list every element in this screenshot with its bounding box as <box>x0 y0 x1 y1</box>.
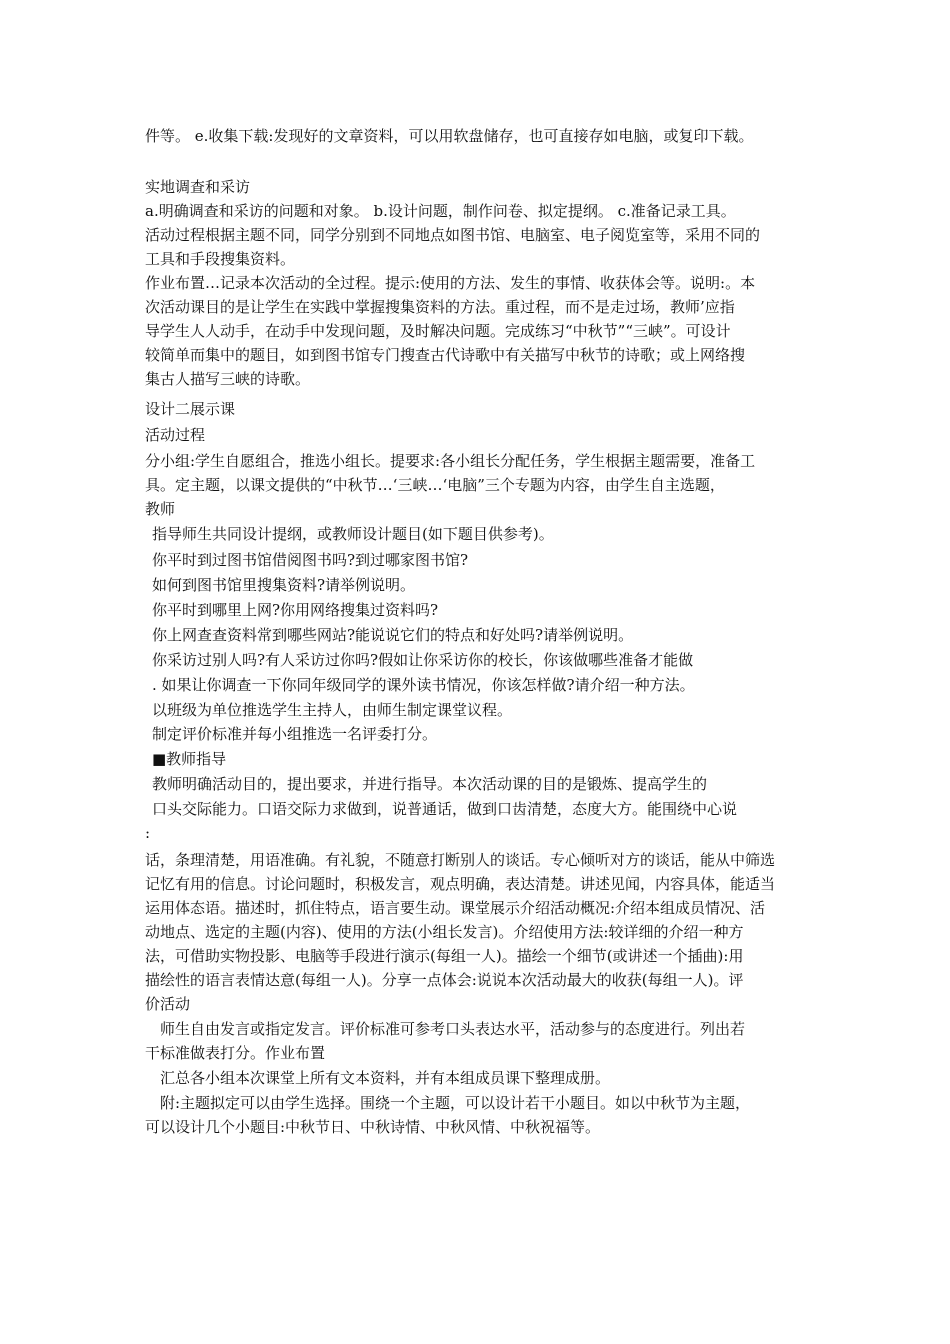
text-line: 干标准做表打分。作业布置 <box>145 1044 326 1062</box>
section-heading: ■教师指导 <box>152 750 227 768</box>
text-line: : <box>145 824 151 842</box>
list-item: 如何到图书馆里搜集资料?请举例说明。 <box>152 576 416 594</box>
text-line: 法，可借助实物投影、电脑等手段进行演示(每组一人)。描绘一个细节(或讲述一个插曲):用 <box>145 947 744 965</box>
text-line: 话，条理清楚，用语准确。有礼貌，不随意打断别人的谈话。专心倾听对方的谈话，能从中筛选 <box>145 851 776 869</box>
section-heading: 活动过程 <box>145 426 206 444</box>
list-item: . 如果让你调查一下你同年级同学的课外读书情况，你该怎样做?请介绍一种方法。 <box>152 676 695 694</box>
text-line: 件等。 e.收集下载:发现好的文章资料，可以用软盘储存，也可直接存如电脑，或复印下载。 <box>145 127 754 145</box>
text-line: 指导师生共同设计提纲，或教师设计题目(如下题目供参考)。 <box>152 525 554 543</box>
list-item: 你上网查查资料常到哪些网站?能说说它们的特点和好处吗?请举例说明。 <box>152 626 634 644</box>
text-line: a.明确调查和采访的问题和对象。 b.设计问题，制作问卷、拟定提纲。 c.准备记录工具。 <box>145 202 736 220</box>
text-line: 教师 <box>145 500 176 518</box>
text-line: 以班级为单位推选学生主持人，由师生制定课堂议程。 <box>152 701 513 719</box>
text-line: 附:主题拟定可以由学生选择。围绕一个主题，可以设计若干小题目。如以中秋节为主题， <box>160 1094 751 1112</box>
text-line: 制定评价标准并每小组推选一名评委打分。 <box>152 725 438 743</box>
text-line: 可以设计几个小题目:中秋节日、中秋诗情、中秋风情、中秋祝福等。 <box>145 1118 601 1136</box>
text-line: 分小组:学生自愿组合，推选小组长。提要求:各小组长分配任务，学生根据主题需要，准备工 <box>145 452 756 470</box>
text-line: 活动过程根据主题不同，同学分别到不同地点如图书馆、电脑室、电子阅览室等，采用不同的 <box>145 226 761 244</box>
text-line: 次活动课目的是让学生在实践中掌握搜集资料的方法。重过程，而不是走过场，教师’应指 <box>145 298 735 316</box>
text-line: 运用体态语。描述时，抓住特点，语言要生动。课堂展示介绍活动概况:介绍本组成员情况、活 <box>145 899 766 917</box>
text-line: 较简单而集中的题目，如到图书馆专门搜查古代诗歌中有关描写中秋节的诗歌；或上网络搜 <box>145 346 746 364</box>
text-line: 口头交际能力。口语交际力求做到，说普通话，做到口齿清楚，态度大方。能围绕中心说 <box>152 800 738 818</box>
text-line: 导学生人人动手，在动手中发现问题，及时解决问题。完成练习“中秋节”“三峡”。可设计 <box>145 322 731 340</box>
section-heading: 设计二展示课 <box>145 400 236 418</box>
text-line: 集古人描写三峡的诗歌。 <box>145 370 311 388</box>
text-line: 记忆有用的信息。讨论问题时，积极发言，观点明确，表达清楚。讲述见闻，内容具体，能适当 <box>145 875 776 893</box>
list-item: 你平时到哪里上网?你用网络搜集过资料吗? <box>152 601 439 619</box>
text-line: 工具和手段搜集资料。 <box>145 250 296 268</box>
list-item: 你平时到过图书馆借阅图书吗?到过哪家图书馆? <box>152 551 469 569</box>
text-line: 具。定主题，以课文提供的“中秋节…‘三峡…‘电脑”三个专题为内容，由学生自主选题， <box>145 476 725 494</box>
text-line: 动地点、选定的主题(内容)、使用的方法(小组长发言)。介绍使用方法:较详细的介绍一种方 <box>145 923 744 941</box>
list-item: 你采访过别人吗?有人采访过你吗?假如让你采访你的校长，你该做哪些准备才能做 <box>152 651 694 669</box>
text-line: 汇总各小组本次课堂上所有文本资料，并有本组成员课下整理成册。 <box>160 1069 611 1087</box>
section-heading: 实地调查和采访 <box>145 178 251 196</box>
text-line: 描绘性的语言表情达意(每组一人)。分享一点体会:说说本次活动最大的收获(每组一人)。评 <box>145 971 744 989</box>
text-line: 价活动 <box>145 995 191 1013</box>
text-line: 师生自由发言或指定发言。评价标准可参考口头表达水平，活动参与的态度进行。列出若 <box>160 1020 746 1038</box>
text-line: 作业布置…记录本次活动的全过程。提示:使用的方法、发生的事情、收获体会等。说明:。本 <box>145 274 756 292</box>
text-line: 教师明确活动目的，提出要求，并进行指导。本次活动课的目的是锻炼、提高学生的 <box>152 775 708 793</box>
